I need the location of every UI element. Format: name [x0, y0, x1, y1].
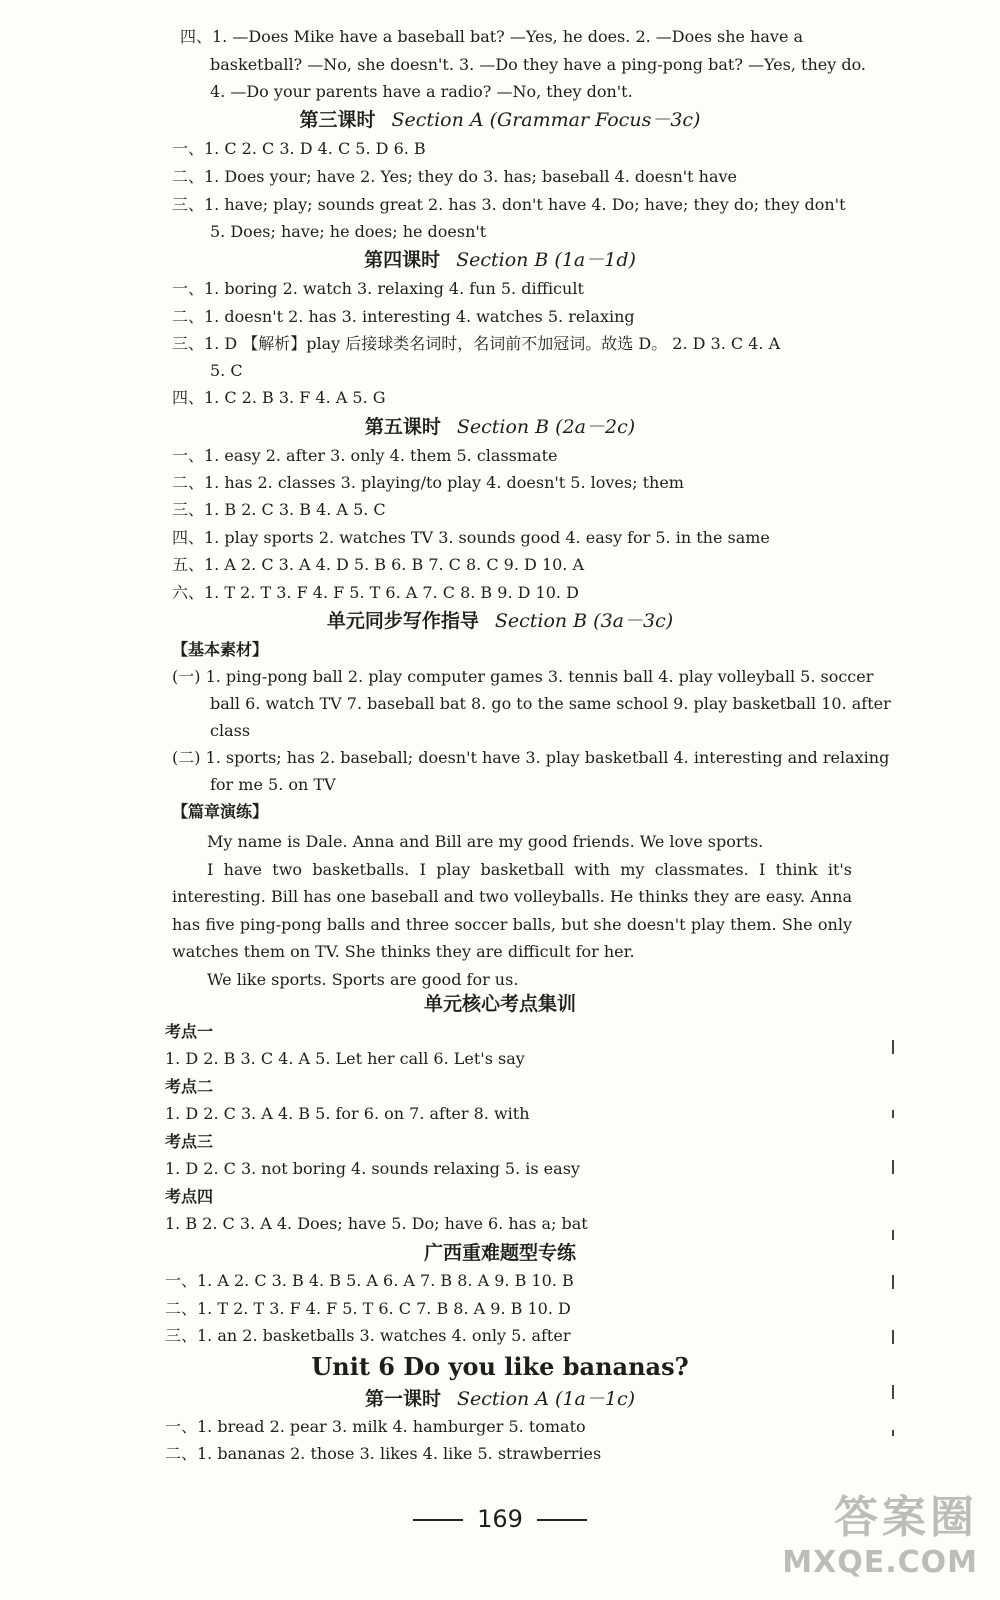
subsection-label: 【基本素材】	[172, 640, 269, 659]
answer-line: 二、1. has 2. classes 3. playing/to play 4. doesn't 5. loves; them	[172, 473, 684, 492]
essay-paragraph: I have two basketballs. I play basketball with my classmates. I think it's interesting. Bill has one baseball and two volleyballs. He thinks they are easy. Anna has five ping-pong balls and three soccer balls, but she doesn't play them. She only watches them on TV. She thinks they are difficult for her.	[172, 859, 852, 961]
heading-chinese: 第五课时	[364, 416, 441, 438]
answer-line: class	[210, 721, 251, 740]
answer-line: (一) 1. ping-pong ball 2. play computer games 3. tennis ball 4. play volleyball 5. soccer	[172, 667, 874, 686]
heading-chinese: 第四课时	[364, 249, 441, 271]
section-heading	[0, 414, 1000, 440]
heading-chinese: 第一课时	[364, 1388, 441, 1410]
answer-line: basketball? —No, she doesn't. 3. —Do they have a ping-pong bat? —Yes, they do.	[210, 55, 867, 74]
heading-chinese: 单元核心考点集训	[423, 993, 576, 1015]
subsection-label: 考点二	[165, 1077, 214, 1096]
answer-line: 5. Does; have; he does; he doesn't	[210, 222, 487, 241]
answer-line: 三、1. D 【解析】play 后接球类名词时，名词前不加冠词。故选 D。 2. D 3. C 4. A	[172, 334, 781, 353]
answer-line: 一、1. C 2. C 3. D 4. C 5. D 6. B	[172, 139, 426, 158]
model-essay	[172, 828, 852, 993]
answer-line: 五、1. A 2. C 3. A 4. D 5. B 6. B 7. C 8. C 9. D 10. A	[172, 555, 585, 574]
footer-dash	[413, 1519, 463, 1521]
answer-line: (二) 1. sports; has 2. baseball; doesn't have 3. play basketball 4. interesting and relaxing	[172, 748, 890, 767]
answer-line: 1. D 2. C 3. not boring 4. sounds relaxing 5. is easy	[165, 1159, 580, 1178]
answer-line: 1. D 2. B 3. C 4. A 5. Let her call 6. Let's say	[165, 1049, 525, 1068]
answer-line: 四、1. C 2. B 3. F 4. A 5. G	[172, 388, 386, 407]
answer-line: 二、1. T 2. T 3. F 4. F 5. T 6. C 7. B 8. A 9. B 10. D	[165, 1299, 571, 1318]
unit-title: Unit 6 Do you like bananas?	[311, 1352, 689, 1381]
subsection-label: 考点四	[165, 1187, 214, 1206]
answer-line: 二、1. Does your; have 2. Yes; they do 3. has; baseball 4. doesn't have	[172, 167, 738, 186]
answer-line: for me 5. on TV	[210, 775, 336, 794]
answer-line: 1. B 2. C 3. A 4. Does; have 5. Do; have 6. has a; bat	[165, 1214, 588, 1233]
watermark-url: MXQE.COM	[782, 1545, 978, 1580]
essay-paragraph: We like sports. Sports are good for us.	[207, 969, 519, 989]
answer-line: 一、1. A 2. C 3. B 4. B 5. A 6. A 7. B 8. A 9. B 10. B	[165, 1271, 574, 1290]
answer-line: 4. —Do your parents have a radio? —No, they don't.	[210, 82, 633, 101]
section-heading	[0, 608, 1000, 634]
section-heading	[0, 991, 1000, 1017]
answer-line: 二、1. bananas 2. those 3. likes 4. like 5. strawberries	[165, 1444, 602, 1463]
answer-line: 一、1. easy 2. after 3. only 4. them 5. classmate	[172, 446, 558, 465]
heading-chinese: 第三课时	[299, 109, 376, 131]
section-heading	[0, 1240, 1000, 1266]
section-heading	[0, 1386, 1000, 1412]
watermark-logo	[782, 1481, 978, 1580]
heading-section: Section B (2a－2c)	[456, 416, 636, 438]
subsection-label: 【篇章演练】	[172, 802, 269, 821]
answer-line: 三、1. have; play; sounds great 2. has 3. don't have 4. Do; have; they do; they don't	[172, 195, 846, 214]
section-heading	[0, 107, 1000, 133]
answer-line: 5. C	[210, 361, 243, 380]
heading-section: Section B (3a－3c)	[494, 610, 674, 632]
answer-line: 三、1. an 2. basketballs 3. watches 4. only 5. after	[165, 1326, 571, 1345]
answer-line: 一、1. bread 2. pear 3. milk 4. hamburger 5. tomato	[165, 1417, 586, 1436]
subsection-label: 考点三	[165, 1132, 214, 1151]
answer-line: 六、1. T 2. T 3. F 4. F 5. T 6. A 7. C 8. B 9. D 10. D	[172, 583, 579, 602]
page-number: 169	[477, 1505, 523, 1533]
footer-dash	[537, 1519, 587, 1521]
heading-section: Section B (1a－1d)	[456, 249, 636, 271]
answer-line: 四、1. —Does Mike have a baseball bat? —Yes, he does. 2. —Does she have a	[180, 27, 804, 46]
answer-line: 三、1. B 2. C 3. B 4. A 5. C	[172, 500, 386, 519]
heading-chinese: 单元同步写作指导	[326, 610, 479, 632]
watermark-text: 答案圈	[834, 1492, 978, 1543]
heading-section: Section A (1a－1c)	[456, 1388, 636, 1410]
answer-line: 一、1. boring 2. watch 3. relaxing 4. fun 5. difficult	[172, 279, 584, 298]
answer-line: 1. D 2. C 3. A 4. B 5. for 6. on 7. after 8. with	[165, 1104, 530, 1123]
answer-line: 四、1. play sports 2. watches TV 3. sounds good 4. easy for 5. in the same	[172, 528, 770, 547]
section-heading	[0, 247, 1000, 273]
answer-line: 二、1. doesn't 2. has 3. interesting 4. watches 5. relaxing	[172, 307, 635, 326]
subsection-label: 考点一	[165, 1022, 214, 1041]
heading-chinese: 广西重难题型专练	[423, 1242, 576, 1264]
heading-section: Section A (Grammar Focus－3c)	[391, 109, 701, 131]
answer-line: ball 6. watch TV 7. baseball bat 8. go to the same school 9. play basketball 10. after	[210, 694, 891, 713]
essay-paragraph: My name is Dale. Anna and Bill are my good friends. We love sports.	[207, 832, 764, 851]
